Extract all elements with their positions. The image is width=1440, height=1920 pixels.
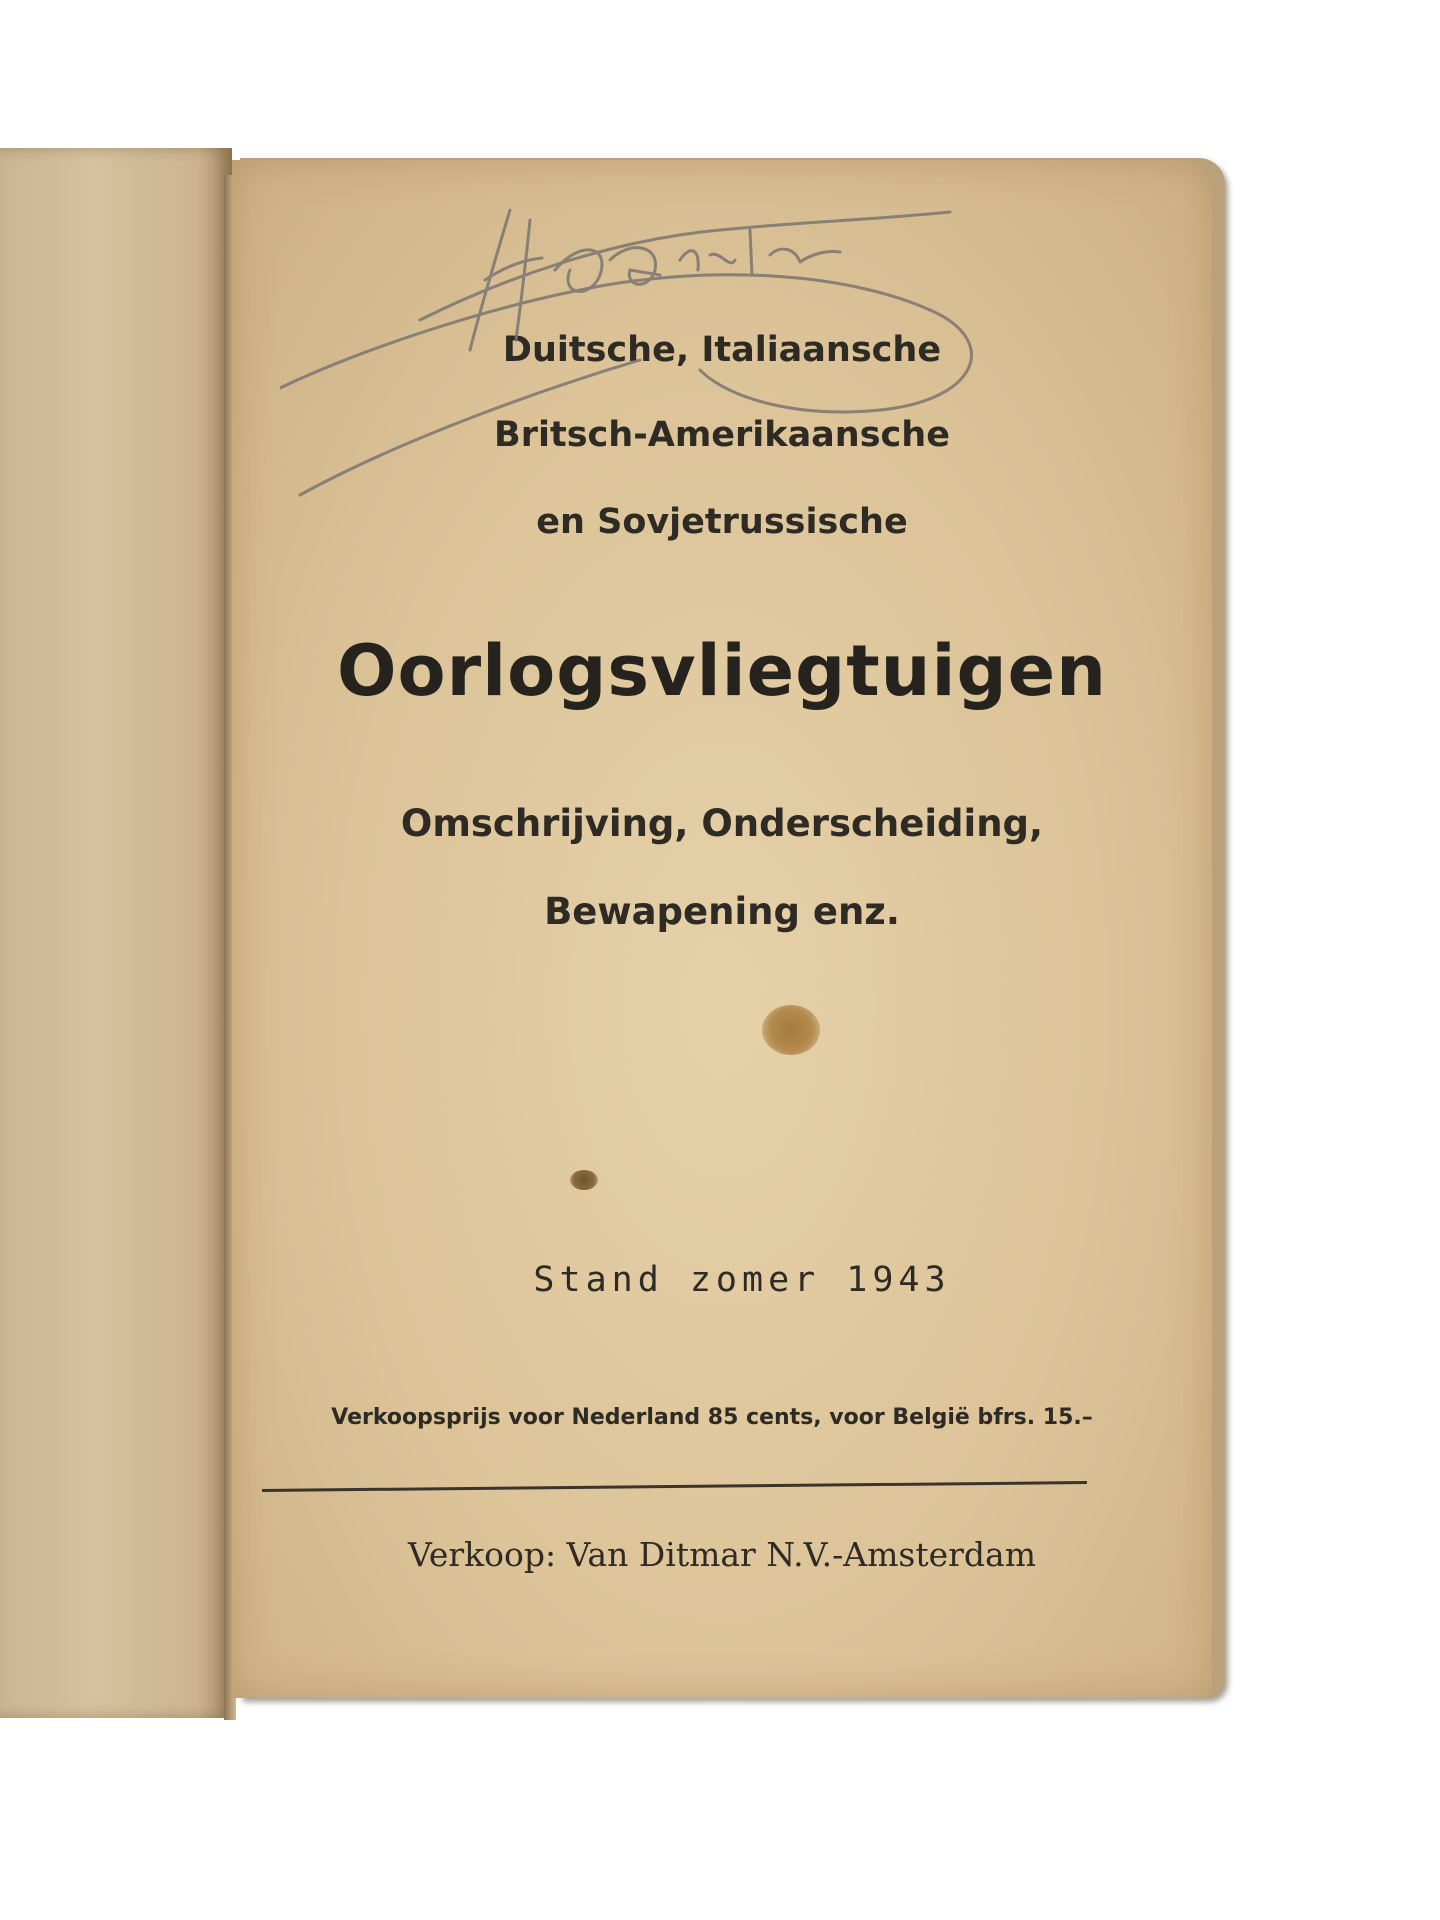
publisher-line: Verkoop: Van Ditmar N.V.-Amsterdam (408, 1535, 1036, 1574)
paper-stain-small (570, 1170, 598, 1190)
pencil-signature (280, 200, 1020, 540)
subtitle-line-2: Bewapening enz. (544, 890, 900, 933)
heading-line-3: en Sovjetrussische (536, 502, 908, 542)
paper-stain (762, 1005, 820, 1055)
book-title: Oorlogsvliegtuigen (337, 630, 1107, 712)
heading-line-2: Britsch-Amerikaansche (494, 415, 950, 455)
left-page (0, 148, 232, 1718)
subtitle-line-1: Omschrijving, Onderscheiding, (400, 802, 1044, 845)
price-line: Verkoopsprijs voor Nederland 85 cents, voor België bfrs. 15.– (331, 1405, 1093, 1430)
divider-rule (262, 1481, 1087, 1492)
edition-line: Stand zomer 1943 (533, 1260, 951, 1300)
heading-line-1: Duitsche, Italiaansche (502, 330, 942, 370)
